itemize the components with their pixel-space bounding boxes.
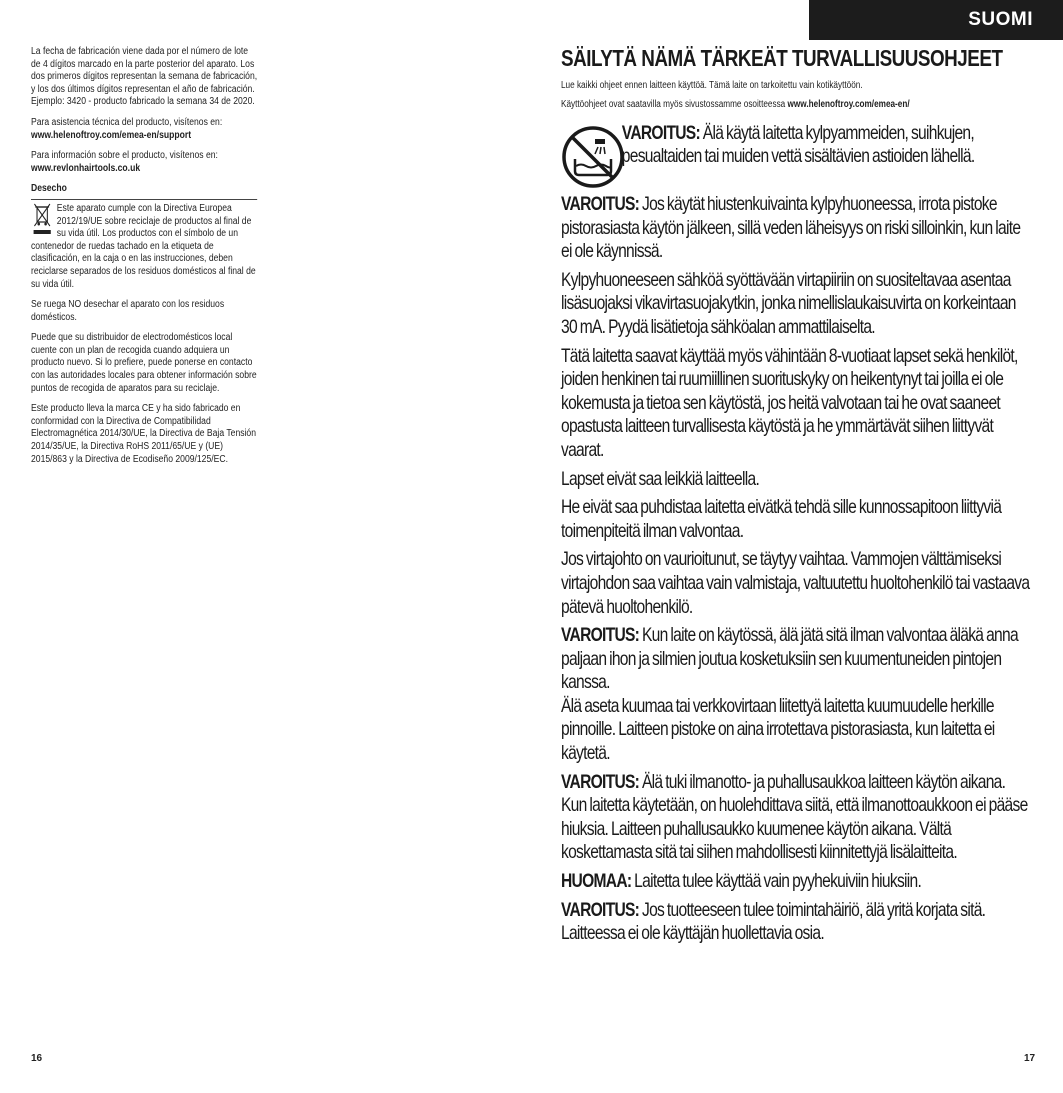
- intro-line-1: Lue kaikki ohjeet ennen laitteen käyttöä. Tämä laite on tarkoitettu vain kotikäyttöön.: [561, 80, 863, 91]
- safety-instructions: [561, 122, 1033, 946]
- warning-air-inlet-body: Älä tuki ilmanotto- ja puhallusaukkoa laitteen käytön aikana. Kun laitetta käytetään, on huolehdittava siitä, että ilmanottoaukkoon ei pääse hiuksia. Laitteen puhallusaukko kuumenee käytön aikana. Vältä koskettamasta sitä tai siihen mahdollisesti kiinnitettyjä lisälaitteita.: [561, 770, 1028, 864]
- support-link[interactable]: www.helenoftroy.com/emea-en/support: [31, 129, 192, 141]
- note-towel-dry-body: Laitetta tulee käyttää vain pyyhekuiviin hiuksiin.: [634, 870, 922, 893]
- rcd-paragraph: Kylpyhuoneeseen sähköä syöttävään virtapiiriin on suositeltavaa asentaa lisäsuojaksi vikavirtasuojakytkin, jonka nimellislaukaisuvirta on korkeintaan 30 mA. Pyydä lisätietoja sähköalan ammattilaiselta.: [561, 268, 1016, 338]
- language-tab: SUOMI: [809, 0, 1063, 40]
- intro-line-2-text: Käyttöohjeet ovat saatavilla myös sivustossamme osoitteessa: [561, 99, 786, 110]
- manufacture-date-paragraph: La fecha de fabricación viene dada por el número de lote de 4 dígitos marcado en la parte posterior del aparato. Los dos primeros dígitos representan la semana de fabricación, y los dos últimos dígitos representan el año de fabricación. Ejemplo: 3420 - producto fabricado la semana 34 de 2020.: [31, 46, 258, 108]
- weee-paragraph: [31, 203, 257, 291]
- weee-text: Este aparato cumple con la Directiva Europea 2012/19/UE sobre reciclaje de productos al final de su vida útil. Los productos con el símbolo de un contenedor de ruedas tachado en la etiqueta de clasificación, en la caja o en las instrucciones, deben reciclarse separados de los residuos domésticos al final de su vida útil.: [31, 202, 256, 290]
- warning-label: VAROITUS:: [621, 122, 700, 144]
- product-info-paragraph: [31, 150, 257, 175]
- warning-label: VAROITUS:: [561, 624, 640, 647]
- warning-bath: [561, 122, 1033, 189]
- children-use-paragraph: Tätä laitetta saavat käyttää myös vähintään 8-vuotiaat lapset sekä henkilöt, joiden henkinen tai ruumiillinen suorituskyky on heikentynyt tai joilla ei ole kokemusta ja tietoa sen käytöstä, jos heitä valvotaan tai he ovat saaneet opastusta laitteen turvallisesta käytöstä ja he ymmärtävät siihen liittyvät vaarat.: [561, 344, 1018, 461]
- page-title: SÄILYTÄ NÄMÄ TÄRKEÄT TURVALLISUUSOHJEET: [561, 45, 1003, 71]
- ce-compliance-paragraph: Este producto lleva la marca CE y ha sido fabricado en conformidad con la Directiva de Compatibilidad Electromagnética 2014/30/UE, la Directiva de Baja Tensión 2014/35/UE, la Directiva RoHS 2011/65/UE y (UE) 2015/863 y la Directiva de Ecodiseño 2009/125/EC.: [31, 403, 257, 465]
- product-info-link[interactable]: www.revlonhairtools.co.uk: [31, 162, 141, 174]
- product-info-text: Para información sobre el producto, visítenos en:: [31, 150, 218, 162]
- note-label: HUOMAA:: [561, 870, 632, 893]
- no-household-disposal-paragraph: Se ruega NO desechar el aparato con los residuos domésticos.: [31, 299, 225, 323]
- note-towel-dry: [561, 870, 1033, 894]
- retailer-collection-paragraph: Puede que su distribuidor de electrodomésticos local cuente con un plan de recogida cuando adquiera un producto nuevo. Si lo prefiere, puede ponerse en contacto con las autoridades locales para obtener información sobre puntos de recogida de aparatos para su reciclaje.: [31, 332, 257, 394]
- left-page-column: [31, 46, 257, 474]
- warning-hot-surfaces-body: Älä aseta kuumaa tai verkkovirtaan liitettyä laitetta kuumuudelle herkille pinnoille. Laitteen pistoke on aina irrotettava pistorasiasta, kun laitetta ei käytetä.: [561, 694, 995, 765]
- warning-bathroom-dryer-body: Jos käytät hiustenkuivainta kylpyhuoneessa, irrota pistoke pistorasiasta käytön jälkeen, sillä veden läheisyys on riski silloinkin, kun laite ei ole käynnissä.: [561, 193, 1021, 263]
- disposal-heading: Desecho: [31, 183, 67, 195]
- warning-malfunction: [561, 899, 1033, 946]
- warning-label: VAROITUS:: [561, 193, 640, 215]
- warning-air-inlet: [561, 771, 1033, 865]
- page-number-left: 16: [31, 1053, 43, 1064]
- warning-unattended-body: Kun laite on käytössä, älä jätä sitä ilman valvontaa äläkä anna paljaan ihon ja silmien joutua kosketuksiin sen kuumentuneiden pintojen kanssa.: [561, 624, 1018, 694]
- page-number-right: 17: [1024, 1053, 1036, 1064]
- warning-unattended: [561, 624, 1033, 766]
- intro-link[interactable]: www.helenoftroy.com/emea-en/: [787, 99, 910, 110]
- support-paragraph: [31, 117, 257, 142]
- warning-bathroom-dryer: [561, 193, 1033, 264]
- children-cleaning-paragraph: He eivät saa puhdistaa laitetta eivätkä tehdä sille kunnossapitoon liittyviä toimenpiteitä ilman valvontaa.: [561, 496, 1002, 542]
- warning-label: VAROITUS:: [561, 770, 640, 793]
- warning-label: VAROITUS:: [561, 898, 640, 921]
- support-text: Para asistencia técnica del producto, visítenos en:: [31, 116, 223, 128]
- warning-bath-text: [622, 122, 1033, 189]
- children-play-paragraph: Lapset eivät saa leikkiä laitteella.: [561, 467, 760, 490]
- disposal-divider: [31, 199, 257, 200]
- warning-bath-body: Älä käytä laitetta kylpyammeiden, suihkujen, pesualtaiden tai muiden vettä sisältävien astioiden lähellä.: [621, 122, 975, 167]
- intro-line-2: [561, 95, 951, 114]
- warning-malfunction-body: Jos tuotteeseen tulee toimintahäiriö, älä yritä korjata sitä. Laitteessa ei ole käyttäjän huollettavia osia.: [561, 898, 986, 945]
- no-water-warning-icon: [561, 125, 625, 189]
- power-cord-paragraph: Jos virtajohto on vaurioitunut, se täytyy vaihtaa. Vammojen välttämiseksi virtajohdon saa vaihtaa vain valmistaja, valtuutettu huoltohenkilö tai vastaava pätevä huoltohenkilö.: [561, 548, 1030, 618]
- crossed-out-bin-icon: [33, 203, 52, 237]
- right-page-column: [561, 44, 1036, 951]
